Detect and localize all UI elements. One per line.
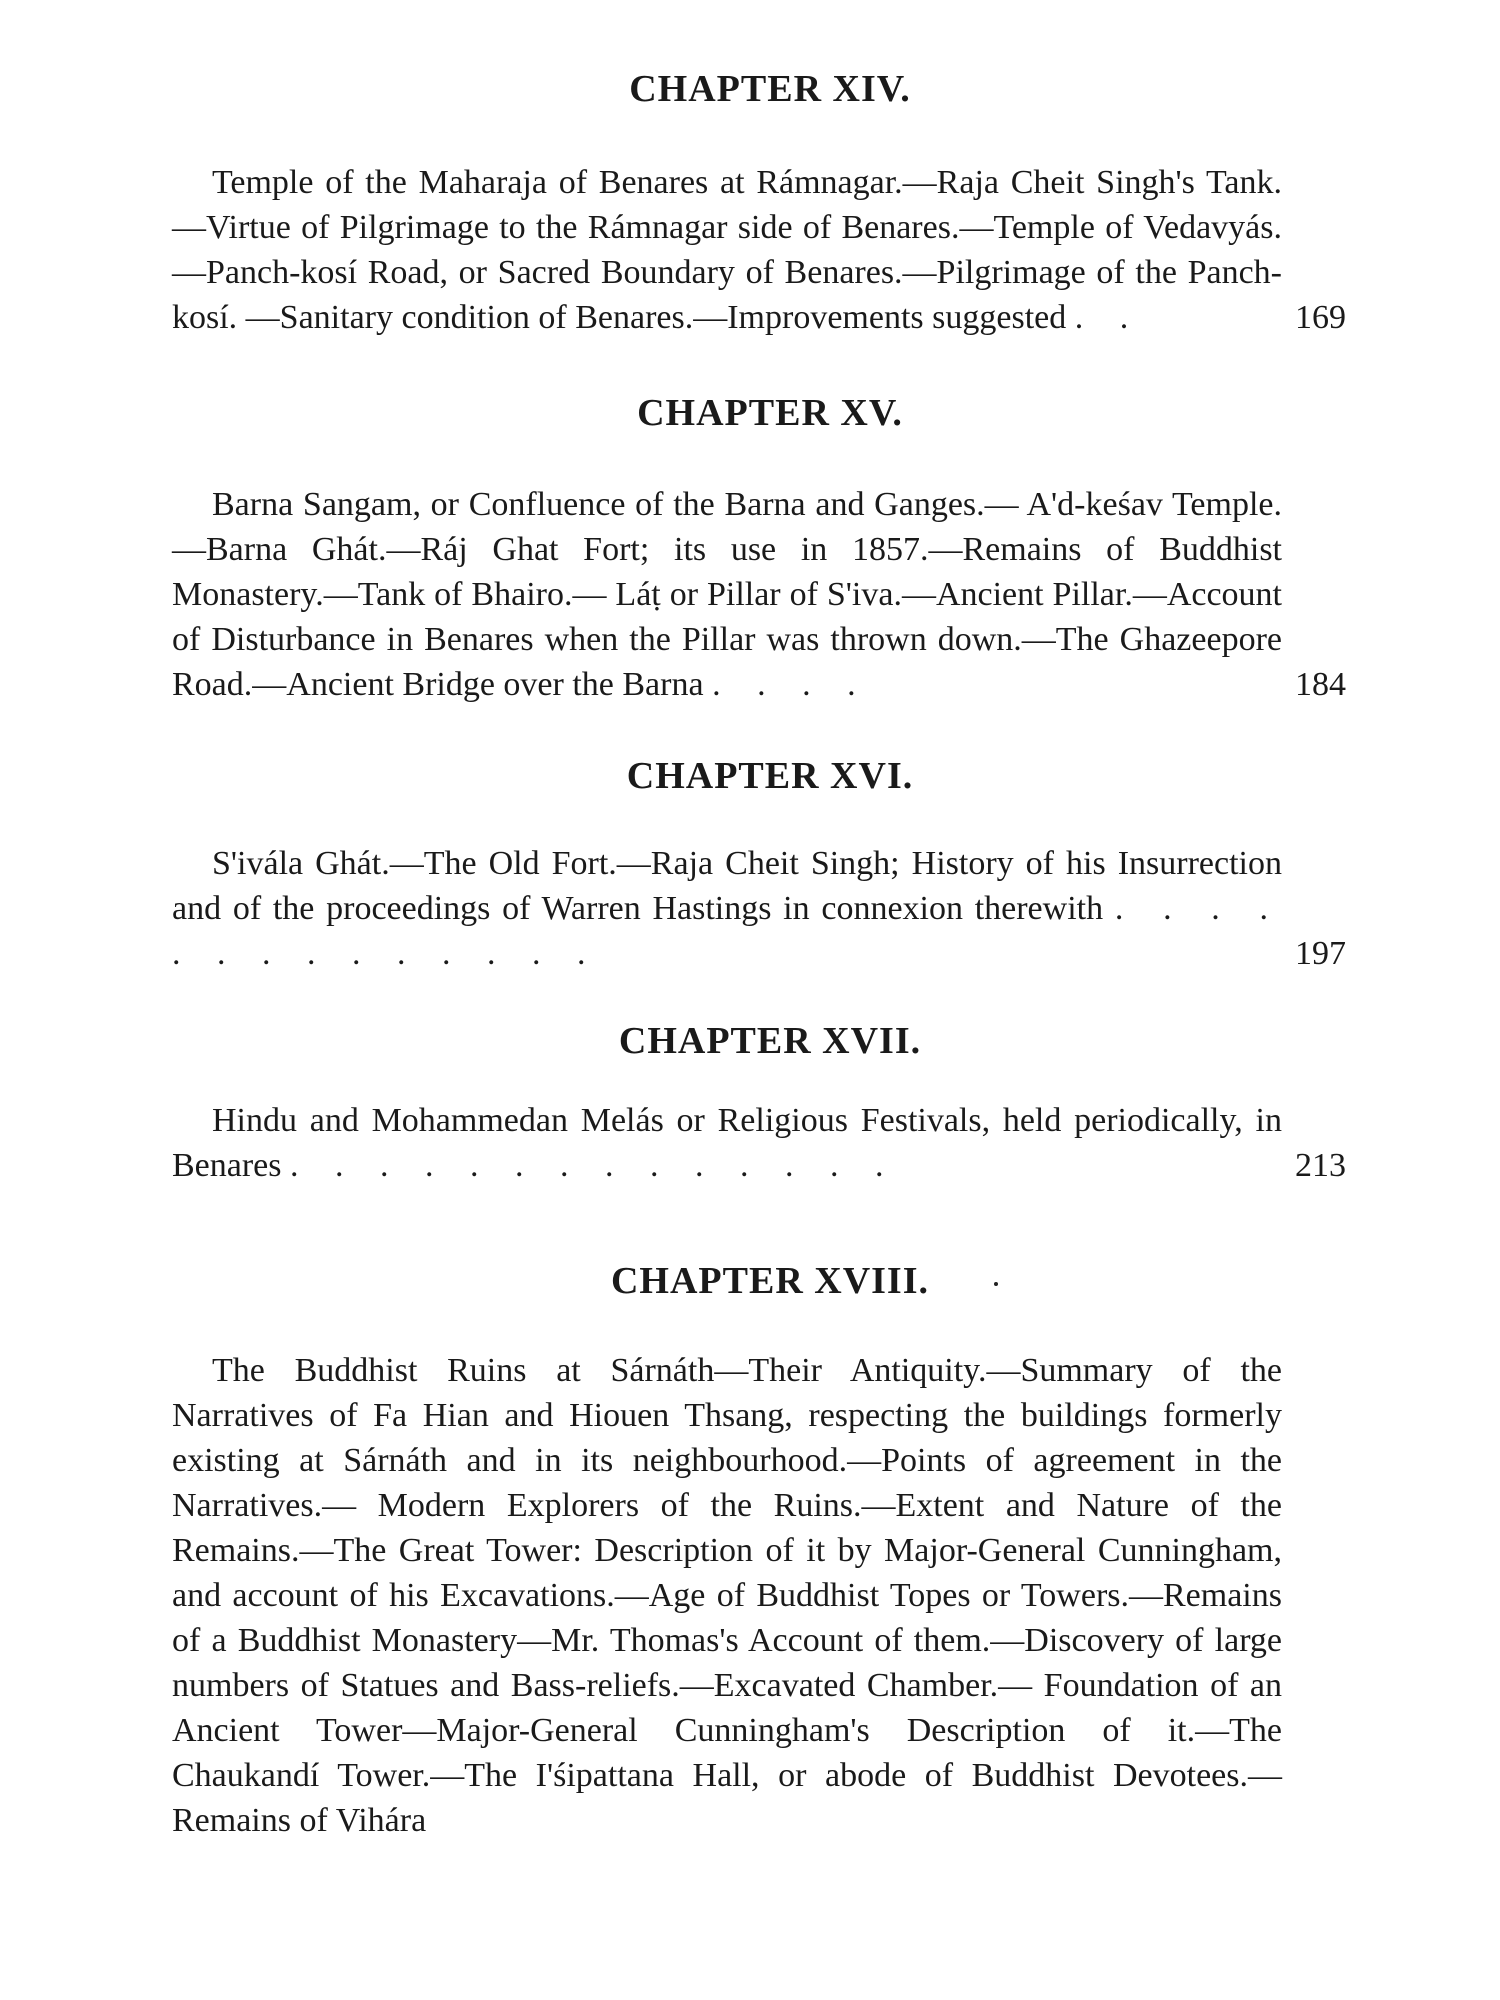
page-number[interactable]: 184 [1295, 666, 1346, 703]
page-number[interactable]: 213 [1295, 1147, 1346, 1184]
dot-leaders: . . . . . . . . . . . . . . [290, 1147, 898, 1184]
chapter-summary [172, 160, 1346, 340]
chapter-xvi [172, 757, 1360, 976]
summary-text: Barna Sangam, or Confluence of the Barna and Ganges.— A'd-keśav Temple.—Barna Ghát.—Ráj Ghat Fort; its use in 1857.—Remains of Buddhist Monastery.—Tank of Bhairo.— Láṭ or Pillar of S'iva.—Ancient Pillar.—Account of Disturbance in Benares when the Pillar was thrown down.—The Ghazeepore Road.—Ancient Bridge over the Barna [172, 486, 1282, 703]
chapter-heading: CHAPTER XIV. [629, 68, 911, 110]
chapter-heading: CHAPTER XVI. [626, 755, 914, 797]
summary-text: S'ivála Ghát.—The Old Fort.—Raja Cheit Singh; History of his Insurrection and of the proceedings of Warren Hastings in connexion therewith [172, 845, 1282, 927]
chapter-xvii [172, 1022, 1360, 1188]
page-number[interactable]: 169 [1295, 299, 1346, 336]
print-speck [994, 1282, 998, 1286]
summary-text: The Buddhist Ruins at Sárnáth—Their Antiquity.—Summary of the Narratives of Fa Hian and Hiouen Thsang, respecting the buildings formerly existing at Sárnáth and in its neighbourhood.—Points of agreement in the Narratives.— Modern Explorers of the Ruins.—Extent and Nature of the Remains.—The Great Tower: Description of it by Major-General Cunningham, and account of his Excavations.—Age of Buddhist Topes or Towers.—Remains of a Buddhist Monastery—Mr. Thomas's Account of them.—Discovery of large numbers of Statues and Bass-reliefs.—Excavated Chamber.— Foundation of an Ancient Tower—Major-General Cunningham's Description of it.—The Chaukandí Tower.—The I'śipattana Hall, or abode of Buddhist Devotees.—Remains of Vihára [172, 1352, 1282, 1839]
chapter-heading: CHAPTER XVII. [618, 1020, 922, 1062]
chapter-summary [172, 482, 1346, 707]
dot-leaders: . . . . [712, 666, 870, 703]
chapter-xiv [172, 70, 1360, 340]
summary-text: Temple of the Maharaja of Benares at Rámnagar.—Raja Cheit Singh's Tank.—Virtue of Pilgrimage to the Rámnagar side of Benares.—Temple of Vedavyás.—Panch-kosí Road, or Sacred Boundary of Benares.—Pilgrimage of the Panch-kosí. —Sanitary condition of Benares.—Improvements suggested [172, 164, 1282, 336]
summary-text: Hindu and Mohammedan Melás or Religious Festivals, held periodically, in Benares [172, 1102, 1282, 1184]
chapter-xviii [172, 1262, 1360, 1843]
chapter-xv [172, 394, 1360, 707]
chapter-summary [172, 1348, 1282, 1843]
page-number[interactable]: 197 [1295, 935, 1346, 972]
chapter-summary [172, 841, 1346, 976]
chapter-heading: CHAPTER XVIII. [610, 1260, 930, 1302]
chapter-summary [172, 1098, 1346, 1188]
toc-page [172, 70, 1360, 1843]
chapter-heading: CHAPTER XV. [637, 392, 903, 434]
dot-leaders: . . . . . . . . . . . . . . [172, 890, 1283, 972]
dot-leaders: . . [1074, 299, 1143, 336]
